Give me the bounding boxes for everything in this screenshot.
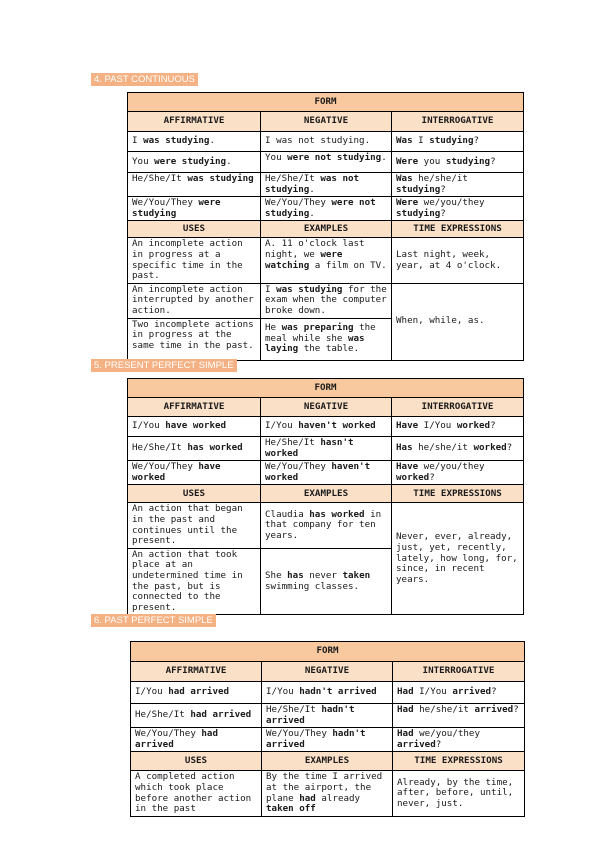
bold-verb: arrived xyxy=(452,686,492,698)
example-cell: By the time I arrived at the airport, the plane had already taken off xyxy=(262,771,393,816)
form-cell: He/She/It was studying xyxy=(128,173,261,197)
bold-verb: Have xyxy=(396,461,419,473)
bold-verb: were not studying xyxy=(265,197,376,219)
bold-verb: hadn't arrived xyxy=(266,728,366,750)
col-affirmative: AFFIRMATIVE xyxy=(131,662,262,682)
bold-verb: was preparing xyxy=(281,322,354,334)
form-cell: Has he/she/it worked? xyxy=(392,437,524,461)
form-cell: Were we/you/they studying? xyxy=(392,197,524,221)
form-cell: We/You/They were studying xyxy=(128,197,261,221)
bold-verb: were studying xyxy=(154,155,227,167)
bold-verb: had arrived xyxy=(190,709,252,721)
form-header: FORM xyxy=(128,93,524,112)
bold-verb: taken xyxy=(342,569,371,581)
form-cell: I was not studying. xyxy=(261,132,392,152)
col-time-expressions: TIME EXPRESSIONS xyxy=(392,485,524,503)
bold-verb: studying xyxy=(396,183,441,195)
form-cell: He/She/It was not studying. xyxy=(261,173,392,197)
use-cell: An incomplete action interrupted by another action. xyxy=(128,283,261,318)
bold-verb: has worked xyxy=(309,508,365,520)
form-cell: I was studying. xyxy=(128,132,261,152)
section-heading-past-perfect-simple: 6. PAST PERFECT SIMPLE xyxy=(91,614,216,627)
form-cell: We/You/They haven't worked xyxy=(261,461,392,485)
form-cell: He/She/It has worked xyxy=(128,437,261,461)
bold-verb: Was xyxy=(396,173,413,184)
form-cell: Were you studying? xyxy=(392,152,524,173)
col-uses: USES xyxy=(131,752,262,771)
use-cell: An action that began in the past and continues until the present. xyxy=(128,503,261,548)
form-cell: Was he/she/it studying? xyxy=(392,173,524,197)
form-cell: We/You/They hadn't arrived xyxy=(262,728,393,752)
example-cell: He was preparing the meal while she was laying the table. xyxy=(261,318,392,360)
section-heading-past-continuous: 4. PAST CONTINUOUS xyxy=(91,73,198,86)
bold-verb: studying xyxy=(429,135,474,147)
use-cell: Two incomplete actions in progress at the same time in the past. xyxy=(128,318,261,360)
form-cell: I/You have worked xyxy=(128,417,261,437)
form-cell: You were not studying. xyxy=(261,152,392,173)
col-uses: USES xyxy=(128,485,261,503)
use-cell: A completed action which took place before another action in the past xyxy=(131,771,262,816)
bold-verb: worked xyxy=(456,420,491,432)
bold-verb: haven't worked xyxy=(265,461,371,483)
bold-verb: had arrived xyxy=(135,728,218,750)
present-perfect-simple-table xyxy=(127,378,524,615)
use-cell: An action that took place at an undetermined time in the past, but is connected to the present. xyxy=(128,548,261,615)
col-time-expressions: TIME EXPRESSIONS xyxy=(392,221,524,238)
past-continuous-table xyxy=(127,92,524,361)
bold-verb: arrived xyxy=(474,704,514,715)
bold-verb: have worked xyxy=(132,461,221,483)
col-interrogative: INTERROGATIVE xyxy=(393,662,525,682)
bold-verb: Had xyxy=(397,704,414,715)
form-header: FORM xyxy=(131,642,525,662)
col-examples: EXAMPLES xyxy=(261,485,392,503)
example-cell: She has never taken swimming classes. xyxy=(261,548,392,615)
form-cell: Had I/You arrived? xyxy=(393,682,525,704)
bold-verb: studying xyxy=(396,207,441,219)
bold-verb: has xyxy=(287,569,304,581)
bold-verb: had xyxy=(299,792,316,804)
bold-verb: Were xyxy=(396,197,419,209)
form-cell: Was I studying? xyxy=(392,132,524,152)
form-cell: I/You had arrived xyxy=(131,682,262,704)
bold-verb: taken off xyxy=(266,803,316,815)
example-cell: Claudia has worked in that company for ten years. xyxy=(261,503,392,548)
col-time-expressions: TIME EXPRESSIONS xyxy=(393,752,525,771)
bold-verb: Were xyxy=(396,155,419,167)
form-cell: Had he/she/it arrived? xyxy=(393,704,525,728)
form-cell: Have I/You worked? xyxy=(392,417,524,437)
col-negative: NEGATIVE xyxy=(261,398,392,417)
bold-verb: worked xyxy=(396,471,430,483)
bold-verb: hasn't worked xyxy=(265,437,354,459)
bold-verb: has worked xyxy=(187,442,243,454)
time-expressions-cell: Last night, week, year, at 4 o'clock. xyxy=(392,238,524,283)
bold-verb: was laying xyxy=(265,332,365,355)
bold-verb: were studying xyxy=(132,197,221,219)
bold-verb: were not studying xyxy=(287,152,382,163)
bold-verb: Has xyxy=(396,442,413,454)
past-perfect-simple-table xyxy=(130,641,525,817)
bold-verb: was studying xyxy=(187,173,254,184)
bold-verb: studying xyxy=(445,155,491,167)
bold-verb: hadn't arrived xyxy=(266,704,355,726)
form-cell: I/You haven't worked xyxy=(261,417,392,437)
bold-verb: Was xyxy=(396,135,413,147)
bold-verb: was not studying xyxy=(265,173,360,195)
time-expressions-cell: Already, by the time, after, before, until, never, just. xyxy=(393,771,525,816)
col-affirmative: AFFIRMATIVE xyxy=(128,398,261,417)
form-cell: We/You/They have worked xyxy=(128,461,261,485)
example-cell: A. 11 o'clock last night, we were watching a film on TV. xyxy=(261,238,392,283)
time-expressions-cell: When, while, as. xyxy=(392,283,524,360)
bold-verb: was studying xyxy=(143,135,210,147)
col-negative: NEGATIVE xyxy=(262,662,393,682)
bold-verb: Had xyxy=(397,728,414,740)
form-cell: We/You/They had arrived xyxy=(131,728,262,752)
section-heading-present-perfect-simple: 5. PRESENT PERFECT SIMPLE xyxy=(91,359,237,372)
col-uses: USES xyxy=(128,221,261,238)
bold-verb: worked xyxy=(473,442,507,454)
bold-verb: have worked xyxy=(165,420,227,432)
form-cell: You were studying. xyxy=(128,152,261,173)
use-cell: An incomplete action in progress at a specific time in the past. xyxy=(128,238,261,283)
bold-verb: were watching xyxy=(265,248,343,271)
form-cell: Have we/you/they worked? xyxy=(392,461,524,485)
time-expressions-cell: Never, ever, already, just, yet, recently, lately, how long, for, since, in recent years. xyxy=(392,503,524,615)
bold-verb: had arrived xyxy=(168,686,230,698)
form-cell: He/She/It hasn't worked xyxy=(261,437,392,461)
bold-verb: hadn't arrived xyxy=(299,686,377,698)
form-header: FORM xyxy=(128,379,524,398)
col-examples: EXAMPLES xyxy=(262,752,393,771)
bold-verb: Have xyxy=(396,420,419,432)
form-cell: He/She/It hadn't arrived xyxy=(262,704,393,728)
form-cell: Had we/you/they arrived? xyxy=(393,728,525,752)
form-cell: We/You/They were not studying. xyxy=(261,197,392,221)
col-interrogative: INTERROGATIVE xyxy=(392,398,524,417)
col-negative: NEGATIVE xyxy=(261,112,392,132)
form-cell: He/She/It had arrived xyxy=(131,704,262,728)
example-cell: I was studying for the exam when the computer broke down. xyxy=(261,283,392,318)
col-affirmative: AFFIRMATIVE xyxy=(128,112,261,132)
bold-verb: Had xyxy=(397,686,414,698)
bold-verb: haven't worked xyxy=(298,420,376,432)
form-cell: I/You hadn't arrived xyxy=(262,682,393,704)
bold-verb: was studying xyxy=(276,283,343,295)
bold-verb: arrived xyxy=(397,738,436,750)
col-examples: EXAMPLES xyxy=(261,221,392,238)
col-interrogative: INTERROGATIVE xyxy=(392,112,524,132)
